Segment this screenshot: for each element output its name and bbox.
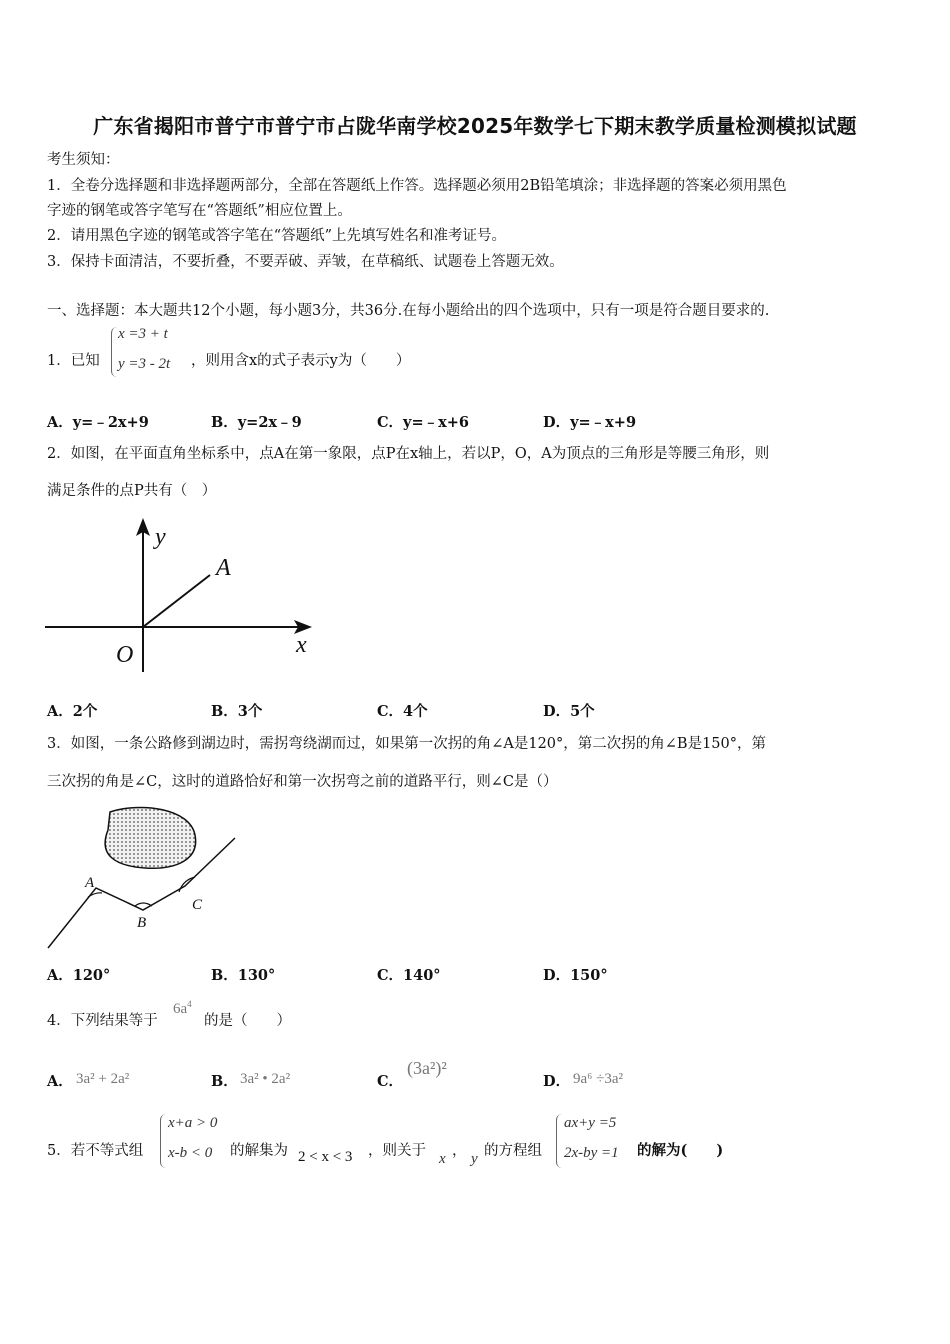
q4-option-a-label[interactable]: A． <box>47 1073 73 1090</box>
label-a: A <box>85 875 95 891</box>
q4-option-c-expr[interactable]: (3a²)² <box>407 1058 447 1078</box>
q5-text-4: 的解为( ) <box>637 1142 724 1159</box>
q3-option-d[interactable]: D．150° <box>543 967 608 984</box>
q5-var-x: x <box>439 1151 446 1167</box>
q5-brace-1 <box>160 1114 167 1168</box>
notice-item-1-cont: 字迹的钢笔或答字笔写在“答题纸”相应位置上。 <box>47 203 352 219</box>
q1-option-b[interactable]: B．y=2x﹣9 <box>211 414 302 431</box>
q4-number: 4．下列结果等于 <box>47 1013 158 1029</box>
q5-text-3: 的方程组 <box>484 1143 542 1159</box>
q1-eq2: y =3 - 2t <box>118 356 171 372</box>
q1-option-d[interactable]: D．y=﹣x+9 <box>543 414 637 431</box>
notice-item-1: 1．全卷分选择题和非选择题两部分，全部在答题纸上作答。选择题必须用2B铅笔填涂；非选择题的答案必须用黑色 <box>47 178 787 194</box>
point-a-label: A <box>216 555 231 581</box>
q5-comma: ， <box>452 1143 467 1159</box>
page-title: 广东省揭阳市普宁市普宁市占陇华南学校2025年数学七下期末教学质量检测模拟试题 <box>93 114 857 138</box>
y-axis-label: y <box>155 524 166 550</box>
q5-eq-2: 2x-by =1 <box>564 1145 619 1161</box>
q4-option-a-expr[interactable]: 3a² + 2a² <box>76 1071 130 1087</box>
section-heading: 一、选择题：本大题共12个小题，每小题3分，共36分.在每小题给出的四个选项中，只有一项是符合题目要求的. <box>47 303 770 319</box>
q1-eq1: x =3 + t <box>118 326 168 342</box>
q4-text: 的是（ ） <box>204 1013 291 1029</box>
q5-eq-1: ax+y =5 <box>564 1115 617 1131</box>
q5-ineq-2: x-b < 0 <box>168 1145 213 1161</box>
q4-option-b-expr[interactable]: 3a² • 2a² <box>240 1071 291 1087</box>
x-axis-label: x <box>296 632 307 658</box>
q2-option-c[interactable]: C．4个 <box>377 703 428 720</box>
q2-line-2: 满足条件的点P共有（ ） <box>47 483 217 499</box>
q4-option-b-label[interactable]: B． <box>211 1073 238 1090</box>
q3-option-b[interactable]: B．130° <box>211 967 276 984</box>
q1-brace <box>111 327 118 377</box>
notice-item-3: 3．保持卡面清洁，不要折叠，不要弄破、弄皱，在草稿纸、试题卷上答题无效。 <box>47 254 564 270</box>
q2-line-1: 2．如图，在平面直角坐标系中，点A在第一象限，点P在x轴上，若以P，O，A为顶点的三角形是等腰三角形，则 <box>47 446 770 462</box>
q5-number: 5．若不等式组 <box>47 1143 144 1159</box>
q3-option-c[interactable]: C．140° <box>377 967 441 984</box>
q1-option-c[interactable]: C．y=﹣x+6 <box>377 414 469 431</box>
q5-ineq-1: x+a > 0 <box>168 1115 218 1131</box>
q5-text-1: 的解集为 <box>230 1143 288 1159</box>
q2-coordinate-figure <box>40 512 330 682</box>
label-b: B <box>137 915 147 931</box>
segment-oa <box>143 575 210 627</box>
lake-shape <box>105 807 196 868</box>
q3-line-1: 3．如图，一条公路修到湖边时，需拐弯绕湖而过，如果第一次拐的角∠A是120°，第二次拐的角∠B是150°，第 <box>47 736 766 752</box>
q3-road-figure <box>40 800 250 955</box>
q5-brace-2 <box>556 1114 563 1168</box>
notice-heading: 考生须知： <box>47 152 120 168</box>
q2-option-d[interactable]: D．5个 <box>543 703 595 720</box>
q2-option-a[interactable]: A．2个 <box>47 703 98 720</box>
q3-line-2: 三次拐的角是∠C，这时的道路恰好和第一次拐弯之前的道路平行，则∠C是（） <box>47 774 558 790</box>
q1-text: ，则用含x的式子表示y为（ ） <box>191 353 411 369</box>
notice-item-2: 2．请用黑色字迹的钢笔或答字笔在“答题纸”上先填写姓名和准考证号。 <box>47 228 507 244</box>
q2-option-b[interactable]: B．3个 <box>211 703 263 720</box>
q1-option-a[interactable]: A．y=﹣2x+9 <box>47 414 149 431</box>
q4-option-d-expr[interactable]: 9a⁶ ÷3a² <box>573 1071 624 1087</box>
q5-text-2: ，则关于 <box>368 1143 426 1159</box>
q5-solution-set: 2 < x < 3 <box>298 1149 353 1165</box>
label-c: C <box>192 897 203 913</box>
q4-option-c-label[interactable]: C． <box>377 1073 404 1090</box>
q3-option-a[interactable]: A．120° <box>47 967 111 984</box>
q5-var-y: y <box>471 1151 478 1167</box>
q4-expression: $6a^4$ <box>173 999 192 1017</box>
q4-option-d-label[interactable]: D． <box>543 1073 571 1090</box>
origin-label: O <box>116 642 134 668</box>
q1-number: 1．已知 <box>47 353 100 369</box>
